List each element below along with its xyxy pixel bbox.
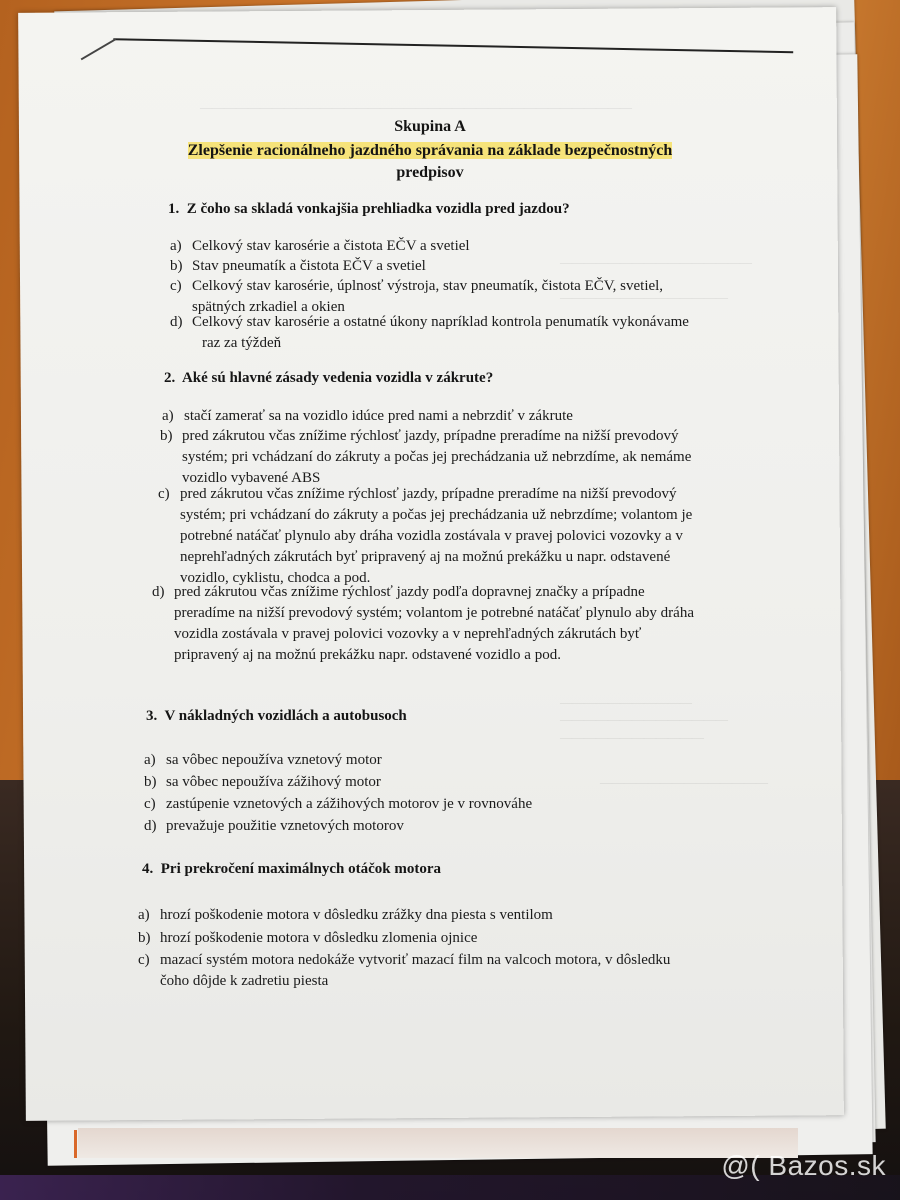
question-4-text <box>142 861 441 878</box>
q4-option-b: b) hrozí poškodenie motora v dôsledku zlomenia ojnice <box>138 930 478 946</box>
q1-option-a: a) Celkový stav karosérie a čistota EČV a svetiel <box>170 238 470 254</box>
group-heading: Skupina A <box>394 118 466 135</box>
q3-option-d: d) prevažuje použitie vznetových motorov <box>144 818 404 834</box>
q3-option-c: c) zastúpenie vznetových a zážihových motorov je v rovnováhe <box>144 796 533 812</box>
q2-option-d: d) pred zákrutou včas znížime rýchlosť jazdy podľa dopravnej značky a prípadne preradíme na nižší prevodový systém; volantom je potrebné natáčať plynulo aby dráha vozidla zostávala v pravej polovici vozovky a v neprehľadných zákrutách byť pripravený aj na možnú prekážku napr. odstavené vozidlo a pod. <box>152 584 694 663</box>
question-3-text <box>146 708 407 725</box>
title-highlight-line1: Zlepšenie racionálneho jazdného správania na základe bezpečnostných <box>187 142 673 159</box>
question-2-text <box>164 370 493 387</box>
orange-tab-marker <box>74 1130 77 1158</box>
question-2-label: Aké sú hlavné zásady vedenia vozidla v zákrute? <box>181 370 494 386</box>
question-2-number: 2. <box>164 370 176 386</box>
q3-option-b: b) sa vôbec nepoužíva zážihový motor <box>144 774 381 790</box>
bottom-sheet-edge <box>78 1128 798 1158</box>
q2-option-a: a) stačí zamerať sa na vozidlo idúce pred nami a nebrzdiť v zákrute <box>162 408 573 424</box>
watermark-logo: @( Bazos.sk <box>721 1150 886 1181</box>
question-3-number: 3. <box>146 708 158 724</box>
q1-option-c: c) Celkový stav karosérie, úplnosť výstroja, stav pneumatík, čistota EČV, svetiel, spätných zrkadiel a okien <box>170 278 664 315</box>
q1-option-d: d) Celkový stav karosérie a ostatné úkony napríklad kontrola penumatík vykonávame raz za týždeň <box>170 314 689 351</box>
q4-option-a: a) hrozí poškodenie motora v dôsledku zrážky dna piesta s ventilom <box>138 907 553 923</box>
question-1-number: 1. <box>168 201 180 217</box>
question-4-number: 4. <box>142 861 154 877</box>
q3-option-a: a) sa vôbec nepoužíva vznetový motor <box>144 752 382 768</box>
document-title <box>140 140 720 184</box>
folded-corner-mark <box>81 38 117 60</box>
q2-option-c: c) pred zákrutou včas znížime rýchlosť jazdy, prípadne preradíme na nižší prevodový systém; pri vchádzaní do zákruty a počas jej prechádzania už nebrzdíme; volantom je potrebné natáčať plynulo aby dráha vozidla zostávala v pravej polovici vozovky a v neprehľadných zákrutách byť pripravený aj na možnú prekážku u napr. odstavené vozidlo, cyklistu, chodca a pod. <box>158 486 693 586</box>
question-1-label: Z čoho sa skladá vonkajšia prehliadka vozidla pred jazdou? <box>186 201 570 217</box>
title-line2: predpisov <box>396 164 464 181</box>
question-1-text <box>168 201 570 218</box>
q2-option-b: b) pred zákrutou včas znížime rýchlosť jazdy, prípadne preradíme na nižší prevodový systém; pri vchádzaní do zákruty a počas jej prechádzania už nebrzdíme, ak nemáme vozidlo vybavené ABS <box>160 428 692 486</box>
q1-option-b: b) Stav pneumatík a čistota EČV a svetiel <box>170 258 426 274</box>
question-3-label: V nákladných vozidlách a autobusoch <box>164 708 407 724</box>
question-4-label: Pri prekročení maximálnych otáčok motora <box>160 861 441 877</box>
q4-option-c: c) mazací systém motora nedokáže vytvoriť mazací film na valcoch motora, v dôsledku čoho dôjde k zadretiu piesta <box>138 952 671 989</box>
top-rule-line <box>113 38 793 53</box>
